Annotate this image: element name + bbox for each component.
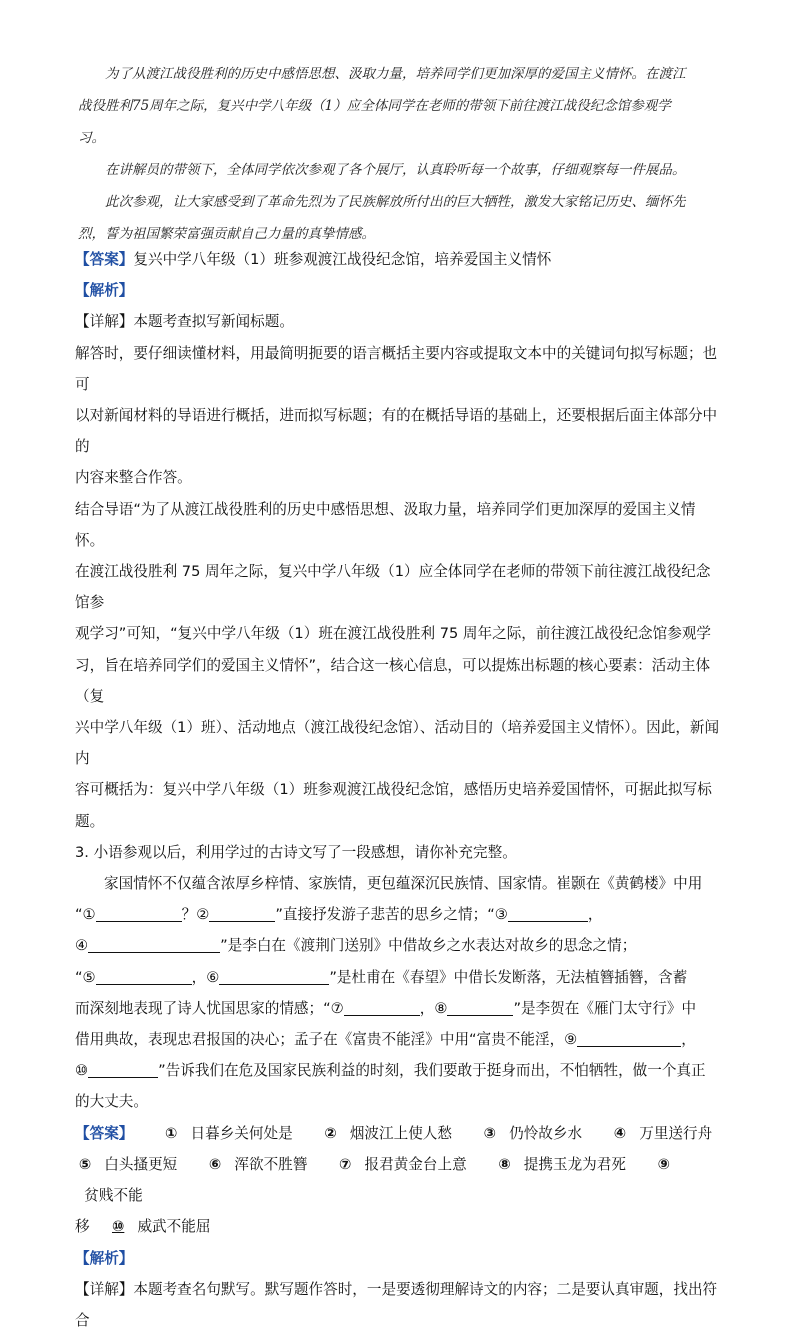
q3-analysis-heading	[75, 1243, 721, 1274]
q3-text: 借用典故，表现忠君报国的决心；孟子在《富贵不能淫》中用“富贵不能淫，⑨	[75, 1031, 578, 1049]
answer-number: ⑨	[657, 1155, 670, 1173]
q3-detail	[75, 1274, 721, 1336]
blank-10[interactable]	[88, 1061, 158, 1078]
answer-text: 复兴中学八年级（1）班参观渡江战役纪念馆，培养爱国主义情怀	[133, 251, 552, 268]
answer-number: ⑤	[78, 1155, 92, 1173]
answer-text: 提携玉龙为君死	[523, 1155, 626, 1173]
q3-line	[75, 962, 721, 993]
answer-text: 仍怜故乡水	[509, 1124, 583, 1142]
answer-number: ②	[324, 1124, 337, 1142]
q3-answer-row	[75, 1211, 721, 1242]
answer-tag: 【答案】	[75, 1124, 134, 1142]
analysis-tag: 【解析】	[75, 282, 134, 300]
blank-2[interactable]	[209, 905, 275, 922]
detail-text: 本题考查名句默写。默写题作答时，一是要透彻理解诗文的内容；二是要认真审题，找出符合	[75, 1280, 718, 1329]
q3-text: ，⑥	[191, 968, 220, 986]
q3-text: ”是李白在《渡荆门送别》中借故乡之水表达对故乡的思念之情；	[220, 937, 637, 955]
answer-number: ⑥	[208, 1155, 222, 1173]
q3-text: ”是杜甫在《春望》中借长发断落，无法植簪插簪，含蓄	[329, 968, 688, 986]
answer-number: ③	[483, 1124, 496, 1142]
q3-line: 的大丈夫。	[75, 1093, 148, 1111]
q3-text: ，	[681, 1031, 696, 1049]
blank-6[interactable]	[219, 968, 329, 985]
blank-5[interactable]	[96, 968, 192, 985]
blank-3[interactable]	[508, 905, 588, 922]
answer-tag: 【答案】	[75, 251, 134, 268]
answer-text: 浑欲不胜簪	[234, 1155, 308, 1173]
q3-text: ”是李贺在《雁门太守行》中	[513, 999, 697, 1017]
blank-8[interactable]	[447, 999, 513, 1016]
q2-line: 在渡江战役胜利 75 周年之际，复兴中学八年级（1）应全体同学在老师的带领下前往渡江战役纪念馆参	[75, 563, 711, 612]
q2-line: 解答时，要仔细读懂材料，用最简明扼要的语言概括主要内容或提取文本中的关键词句拟写标题；也可	[75, 344, 718, 393]
q3-line	[75, 1024, 721, 1055]
answer-text: 威武不能屈	[137, 1218, 211, 1236]
q2-answer	[75, 244, 721, 275]
q3-line	[75, 899, 721, 930]
answer-number: ⑦	[339, 1155, 352, 1173]
answer-number: ⑧	[498, 1155, 511, 1173]
blank-9[interactable]	[577, 1030, 681, 1047]
q2-line: 以对新闻材料的导语进行概括，进而拟写标题；有的在概括导语的基础上，还要根据后面主体部分中的	[75, 407, 718, 456]
passage-line: 此次参观，让大家感受到了革命先烈为了民族解放所付出的巨大牺牲，激发大家铭记历史、缅怀先	[105, 194, 686, 210]
answer-number: ④	[613, 1124, 627, 1142]
q3-line	[75, 993, 721, 1024]
q3-line	[75, 1055, 721, 1086]
q3-line	[75, 930, 721, 961]
q2-line: 观学习”可知，“复兴中学八年级（1）班在渡江战役胜利 75 周年之际，前往渡江战役纪念馆参观学	[75, 625, 712, 643]
q2-line: 习，旨在培养同学们的爱国主义情怀”，结合这一核心信息，可以提炼出标题的核心要素：活动主体（复	[75, 656, 711, 705]
q3-text: ⑩	[75, 1062, 89, 1080]
answer-text: 白头搔更短	[104, 1155, 178, 1173]
q3-text: ？②	[181, 906, 210, 924]
q3-text: ”直接抒发游子悲苦的思乡之情；“③	[275, 906, 508, 924]
q2-detail	[75, 306, 721, 337]
q3-text: ④	[75, 937, 89, 955]
answer-text: 贫贱不能	[84, 1187, 143, 1205]
passage-line: 习。	[78, 130, 105, 146]
q3-text: ，	[587, 906, 603, 924]
solution-body	[75, 244, 721, 1336]
passage-line: 为了从渡江战役胜利的历史中感悟思想、汲取力量，培养同学们更加深厚的爱国主义情怀。在渡江	[105, 66, 686, 82]
q3-answer-row	[75, 1118, 721, 1149]
answer-text: 烟波江上使人愁	[349, 1124, 452, 1142]
answer-number: ⑩	[111, 1218, 125, 1236]
blank-1[interactable]	[96, 905, 182, 922]
answer-text: 日暮乡关何处是	[190, 1124, 293, 1142]
passage-line: 烈，誓为祖国繁荣富强贡献自己力量的真挚情感。	[78, 226, 375, 242]
q3-text: ，⑧	[419, 999, 448, 1017]
answer-text: 报君黄金台上意	[364, 1155, 467, 1173]
q2-line: 内容来整合作答。	[75, 469, 192, 487]
answer-text: 移	[75, 1218, 90, 1236]
q3-text: 而深刻地表现了诗人忧国思家的情感；“⑦	[75, 999, 344, 1017]
passage-line: 战役胜利75周年之际，复兴中学八年级（1）应全体同学在老师的带领下前往渡江战役纪念馆参观学	[78, 98, 671, 114]
detail-tag: 【详解】	[75, 1280, 134, 1298]
q3-text: “⑤	[75, 968, 96, 986]
answer-text: 万里送行舟	[639, 1124, 713, 1142]
q2-line: 结合导语“为了从渡江战役胜利的历史中感悟思想、汲取力量，培养同学们更加深厚的爱国主义情怀。	[75, 500, 696, 549]
passage-line: 在讲解员的带领下，全体同学依次参观了各个展厅，认真聆听每一个故事，仔细观察每一件展品。	[105, 162, 686, 178]
blank-4[interactable]	[88, 936, 220, 953]
q2-line: 容可概括为：复兴中学八年级（1）班参观渡江战役纪念馆，感悟历史培养爱国情怀，可据此拟写标题。	[75, 781, 712, 830]
q3-text: “①	[75, 906, 96, 924]
q3-stem: 3. 小语参观以后，利用学过的古诗文写了一段感想，请你补充完整。	[75, 843, 517, 861]
q3-line: 家国情怀不仅蕴含浓厚乡梓情、家族情，更包蕴深沉民族情、国家情。崔颢在《黄鹤楼》中用	[104, 875, 703, 893]
detail-tag: 【详解】	[75, 313, 134, 331]
q3-answer-row	[75, 1149, 721, 1211]
q2-analysis-heading	[75, 275, 721, 306]
q2-line: 兴中学八年级（1）班）、活动地点（渡江战役纪念馆）、活动目的（培养爱国主义情怀）。因此，新闻内	[75, 719, 720, 768]
blank-7[interactable]	[344, 999, 420, 1016]
news-passage	[78, 58, 718, 250]
analysis-tag: 【解析】	[75, 1249, 134, 1267]
detail-text: 本题考查拟写新闻标题。	[133, 313, 294, 331]
answer-number: ①	[165, 1124, 178, 1142]
q3-text: ”告诉我们在危及国家民族利益的时刻，我们要敢于挺身而出，不怕牺牲，做一个真正	[158, 1062, 706, 1080]
